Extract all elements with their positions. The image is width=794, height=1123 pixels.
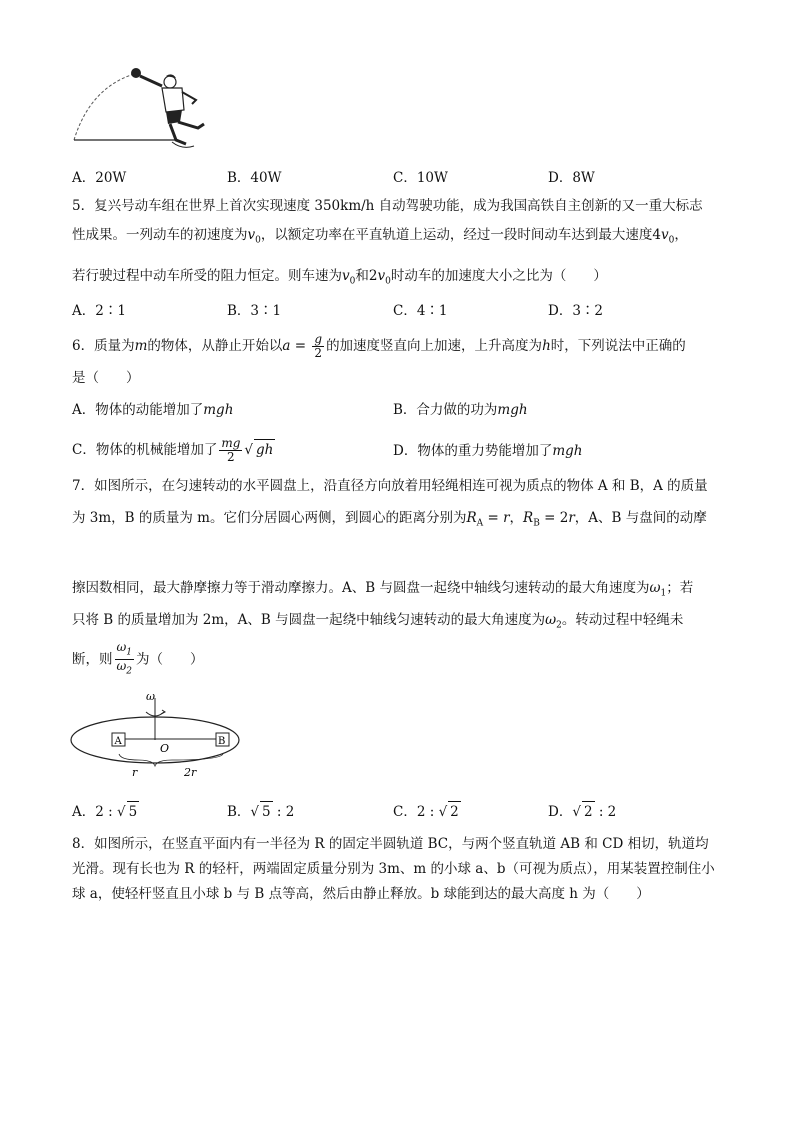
q4-option-c[interactable]: C．10W: [393, 170, 448, 186]
q5-option-c[interactable]: C．4∶1: [393, 303, 448, 319]
q5-option-a[interactable]: A．2∶1: [72, 303, 126, 319]
rotating-disc-figure: [68, 690, 248, 782]
radius-2r-label: 2r: [184, 766, 197, 779]
block-a-label: A: [114, 736, 122, 747]
omega-label: ω: [146, 690, 155, 703]
q5-line-3: 若行驶过程中动车所受的阻力恒定。则车速为$v_0$和$2v_0$时动车的加速度大小之比为（ ）: [72, 268, 607, 287]
q4-option-d[interactable]: D．8W: [548, 170, 595, 186]
q7-line-1: 7．如图所示，在匀速转动的水平圆盘上，沿直径方向放着用轻绳相连可视为质点的物体 A 和 B，A 的质量: [72, 478, 708, 494]
q4-option-a[interactable]: A．20W: [72, 170, 127, 186]
q6-option-a[interactable]: A．物体的动能增加了mgh: [72, 402, 234, 418]
q5-option-d[interactable]: D．3∶2: [548, 303, 604, 319]
q7-option-d[interactable]: D．√ 2 : 2: [548, 801, 616, 822]
q6-option-d[interactable]: D．物体的重力势能增加了mgh: [393, 443, 583, 459]
q7-line-5: 断，则 $\frac{\omega_1}{\omega_2}$ 为（ ）: [72, 640, 204, 677]
q4-option-b[interactable]: B．40W: [227, 170, 282, 186]
block-b-label: B: [218, 736, 226, 747]
q6-line-2: 是（ ）: [72, 370, 140, 386]
thrower-figure: [70, 66, 220, 158]
q6-option-b[interactable]: B．合力做的功为mgh: [393, 402, 528, 418]
q7-option-b[interactable]: B．√ 5 : 2: [227, 801, 294, 822]
q7-line-3: 擦因数相同，最大静摩擦力等于滑动摩擦力。A、B 与圆盘一起绕中轴线匀速转动的最大角速度为$\omega_1$；若: [72, 580, 694, 599]
radius-r-label: r: [132, 766, 138, 779]
q6-option-c[interactable]: C．物体的机械能增加了 $\frac{mg}{2}$ √ gh: [72, 436, 274, 464]
q8-line-1: 8．如图所示，在竖直平面内有一半径为 R 的固定半圆轨道 BC，与两个竖直轨道 AB 和 CD 相切，轨道均: [72, 836, 709, 852]
q6-line-1: 6．质量为m的物体，从静止开始以a = $\frac{g}{2}$ 的加速度竖直向上加速，上升高度为h时，下列说法中正确的: [72, 332, 686, 360]
q8-line-2: 光滑。现有长也为 R 的轻杆，两端固定质量分别为 3m、m 的小球 a、b（可视为质点），用某装置控制住小: [72, 861, 715, 877]
q7-option-a[interactable]: A．2 : √ 5: [72, 801, 139, 822]
g-over-2-fraction: $\frac{g}{2}$: [314, 332, 323, 360]
q8-line-3: 球 a，使轻杆竖直且小球 b 与 B 点等高，然后由静止释放。b 球能到达的最大高度 h 为（ ）: [72, 886, 650, 902]
q7-line-2: 为 3m，B 的质量为 m。它们分居圆心两侧，到圆心的距离分别为$R_A = r$，$R_B = 2r$，A、B 与盘间的动摩: [72, 510, 707, 529]
q5-line-1: 5．复兴号动车组在世界上首次实现速度 350km/h 自动驾驶功能，成为我国高铁自主创新的又一重大标志: [72, 198, 703, 214]
q5-option-b[interactable]: B．3∶1: [227, 303, 282, 319]
q7-line-4: 只将 B 的质量增加为 2m，A、B 与圆盘一起绕中轴线匀速转动的最大角速度为$\omega_2$。转动过程中轻绳未: [72, 612, 684, 631]
q5-line-2: 性成果。一列动车的初速度为$v_0$，以额定功率在平直轨道上运动，经过一段时间动车达到最大速度$4v_0$，: [72, 227, 688, 246]
center-o-label: O: [160, 742, 170, 755]
q7-option-c[interactable]: C．2 : √ 2: [393, 801, 461, 822]
